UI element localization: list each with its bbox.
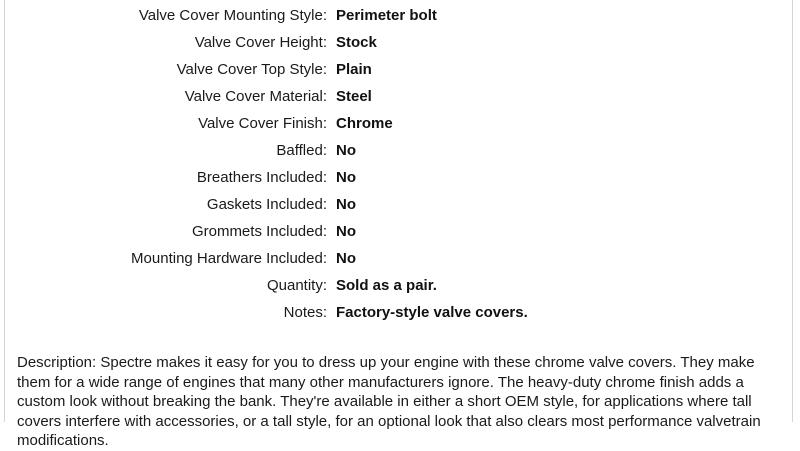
- spec-value: Perimeter bolt: [336, 7, 437, 24]
- spec-row-material: [5, 83, 794, 110]
- spec-row-mounting-hardware: [5, 245, 794, 272]
- spec-label: Mounting Hardware Included:: [131, 250, 327, 267]
- spec-row-breathers: [5, 164, 794, 191]
- spec-label: Gaskets Included:: [206, 196, 327, 213]
- spec-row-mounting-style: [5, 2, 794, 29]
- spec-row-finish: [5, 110, 794, 137]
- spec-label: Valve Cover Material:: [184, 88, 327, 105]
- spec-value: Stock: [336, 34, 377, 51]
- spec-label: Baffled:: [276, 142, 327, 159]
- spec-row-baffled: [5, 137, 794, 164]
- spec-value: No: [336, 223, 356, 240]
- product-description: Description: Spectre makes it easy for you to dress up your engine with these chrome valve covers. They make them for a wide range of engines that many other manufacturers ignore. The heavy-duty chrome finish adds a custom look without breaking the bank. They're available in either a short OEM style, for applications where tall covers interfere with accessories, or a tall style, for an optional look that also clears most performance valvetrain modifications.: [17, 354, 761, 449]
- product-details-panel: [4, 0, 793, 449]
- spec-label: Valve Cover Finish:: [198, 115, 327, 132]
- spec-value: No: [336, 142, 356, 159]
- spec-row-height: [5, 29, 794, 56]
- spec-label: Breathers Included:: [196, 169, 327, 186]
- spec-value: Steel: [336, 88, 372, 105]
- spec-label: Valve Cover Top Style:: [176, 61, 327, 78]
- spec-value: No: [336, 196, 356, 213]
- spec-value: Factory-style valve covers.: [336, 304, 528, 321]
- spec-row-quantity: [5, 272, 794, 299]
- spec-label: Quantity:: [266, 277, 327, 294]
- spec-table: [5, 2, 794, 326]
- spec-value: Plain: [336, 61, 372, 78]
- spec-label: Grommets Included:: [191, 223, 327, 240]
- spec-row-grommets: [5, 218, 794, 245]
- spec-label: Valve Cover Height:: [194, 34, 327, 51]
- spec-row-gaskets: [5, 191, 794, 218]
- spec-value: No: [336, 169, 356, 186]
- spec-label: Notes:: [283, 304, 327, 321]
- spec-row-notes: [5, 299, 794, 326]
- spec-value: Sold as a pair.: [336, 277, 437, 294]
- spec-row-top-style: [5, 56, 794, 83]
- spec-label: Valve Cover Mounting Style:: [138, 7, 327, 24]
- spec-value: No: [336, 250, 356, 267]
- spec-value: Chrome: [336, 115, 393, 132]
